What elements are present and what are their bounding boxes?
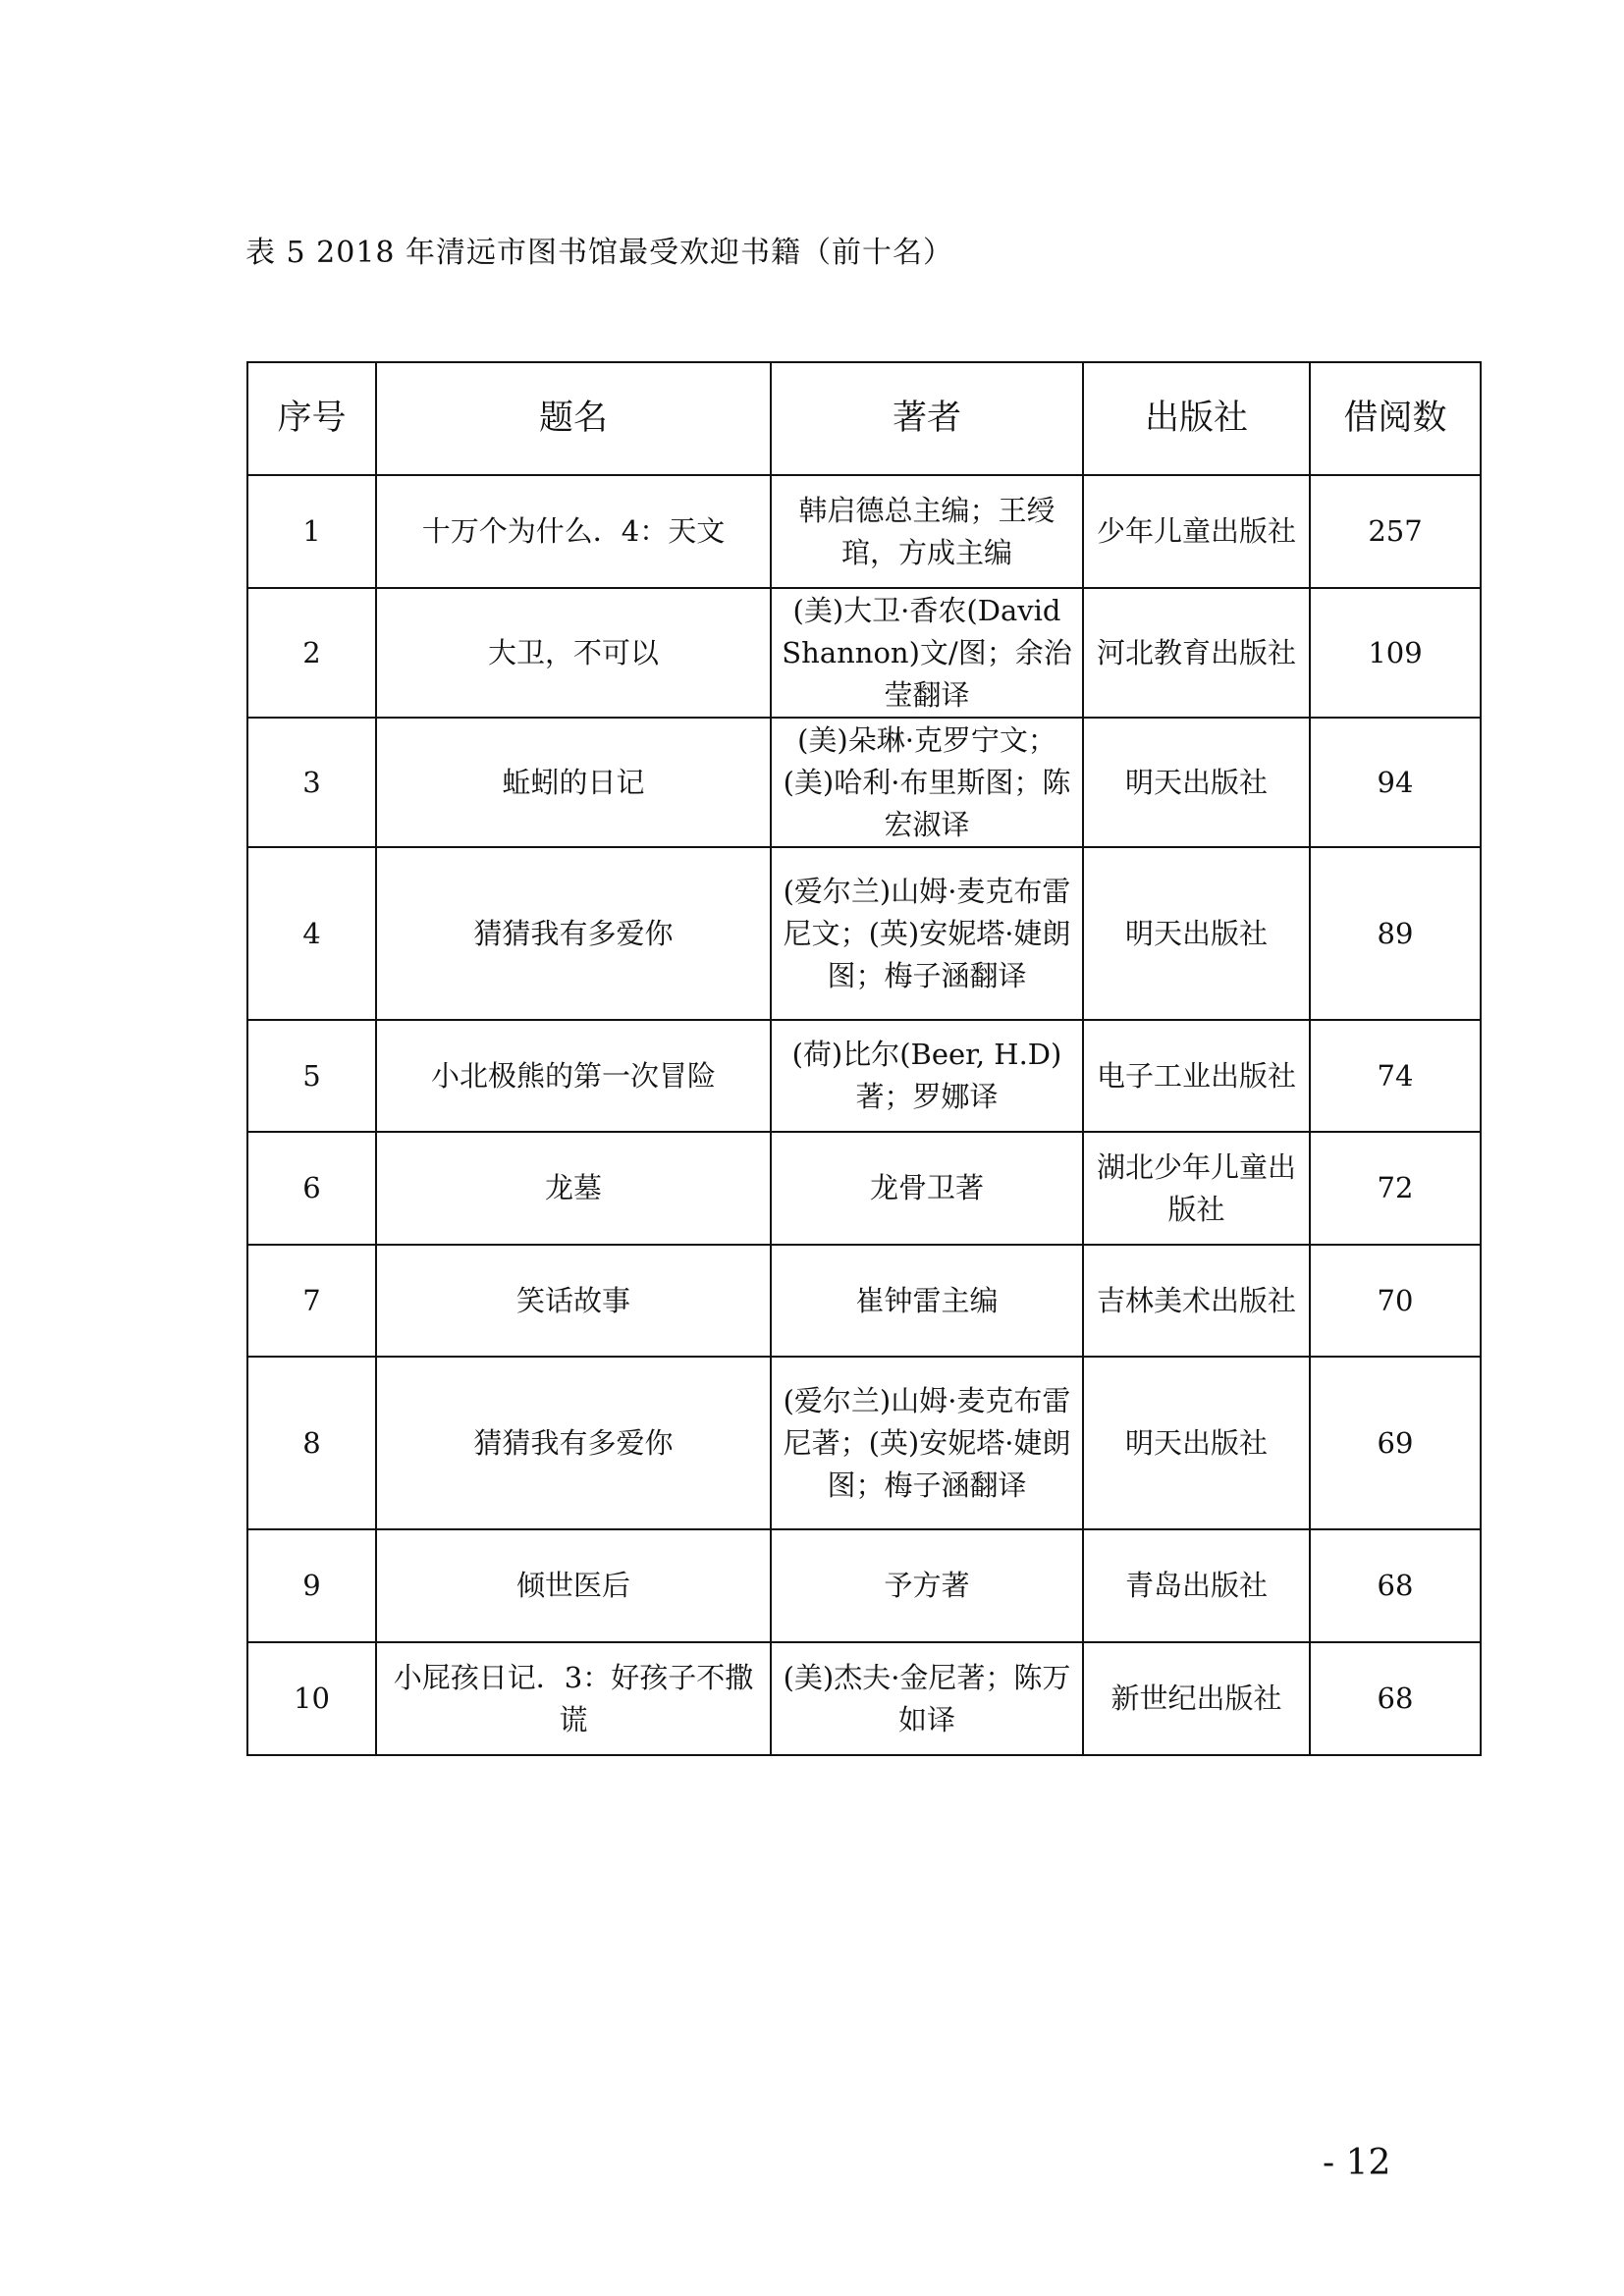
cell-publisher: 电子工业出版社: [1083, 1020, 1310, 1132]
cell-author: 予方著: [771, 1529, 1083, 1642]
cell-loans: 109: [1310, 588, 1481, 718]
cell-publisher: 吉林美术出版社: [1083, 1245, 1310, 1357]
cell-author: 韩启德总主编；王绶琯，方成主编: [771, 475, 1083, 588]
table-row: [247, 1245, 1481, 1357]
table-row: [247, 1529, 1481, 1642]
cell-title: 龙墓: [376, 1132, 771, 1245]
cell-title: 笑话故事: [376, 1245, 771, 1357]
cell-author: 龙骨卫著: [771, 1132, 1083, 1245]
cell-title: 猜猜我有多爱你: [376, 1357, 771, 1529]
cell-title: 大卫，不可以: [376, 588, 771, 718]
cell-loans: 68: [1310, 1642, 1481, 1755]
cell-rank: 7: [247, 1245, 376, 1357]
table-row: [247, 718, 1481, 847]
table-row: [247, 1020, 1481, 1132]
cell-author: 崔钟雷主编: [771, 1245, 1083, 1357]
cell-title: 小屁孩日记．3：好孩子不撒谎: [376, 1642, 771, 1755]
cell-title: 倾世医后: [376, 1529, 771, 1642]
cell-rank: 3: [247, 718, 376, 847]
cell-loans: 70: [1310, 1245, 1481, 1357]
cell-rank: 5: [247, 1020, 376, 1132]
table-row: [247, 1132, 1481, 1245]
cell-publisher: 新世纪出版社: [1083, 1642, 1310, 1755]
cell-loans: 74: [1310, 1020, 1481, 1132]
cell-loans: 69: [1310, 1357, 1481, 1529]
table-row: [247, 475, 1481, 588]
cell-publisher: 河北教育出版社: [1083, 588, 1310, 718]
header-title: 题名: [376, 362, 771, 475]
table-header-row: [247, 362, 1481, 475]
table-caption: 表 5 2018 年清远市图书馆最受欢迎书籍（前十名）: [245, 236, 954, 270]
cell-title: 小北极熊的第一次冒险: [376, 1020, 771, 1132]
cell-title: 十万个为什么．4：天文: [376, 475, 771, 588]
cell-loans: 72: [1310, 1132, 1481, 1245]
cell-publisher: 明天出版社: [1083, 718, 1310, 847]
cell-author: (爱尔兰)山姆·麦克布雷尼著；(英)安妮塔·婕朗图；梅子涵翻译: [771, 1357, 1083, 1529]
cell-loans: 94: [1310, 718, 1481, 847]
cell-rank: 1: [247, 475, 376, 588]
popular-books-table: [246, 361, 1482, 1756]
header-publisher: 出版社: [1083, 362, 1310, 475]
header-loans: 借阅数: [1310, 362, 1481, 475]
cell-loans: 68: [1310, 1529, 1481, 1642]
cell-author: (美)朵琳·克罗宁文；(美)哈利·布里斯图；陈宏淑译: [771, 718, 1083, 847]
cell-publisher: 湖北少年儿童出版社: [1083, 1132, 1310, 1245]
cell-rank: 10: [247, 1642, 376, 1755]
cell-author: (美)杰夫·金尼著；陈万如译: [771, 1642, 1083, 1755]
cell-title: 猜猜我有多爱你: [376, 847, 771, 1020]
cell-title: 蚯蚓的日记: [376, 718, 771, 847]
header-author: 著者: [771, 362, 1083, 475]
cell-rank: 4: [247, 847, 376, 1020]
cell-rank: 8: [247, 1357, 376, 1529]
cell-author: (荷)比尔(Beer, H.D)著；罗娜译: [771, 1020, 1083, 1132]
cell-publisher: 青岛出版社: [1083, 1529, 1310, 1642]
table-row: [247, 1642, 1481, 1755]
table-row: [247, 847, 1481, 1020]
cell-rank: 9: [247, 1529, 376, 1642]
cell-rank: 2: [247, 588, 376, 718]
table-row: [247, 588, 1481, 718]
header-rank: 序号: [247, 362, 376, 475]
cell-loans: 89: [1310, 847, 1481, 1020]
cell-author: (美)大卫·香农(David Shannon)文/图；余治莹翻译: [771, 588, 1083, 718]
cell-publisher: 明天出版社: [1083, 847, 1310, 1020]
table-row: [247, 1357, 1481, 1529]
cell-loans: 257: [1310, 475, 1481, 588]
page-number: - 12: [1323, 2143, 1391, 2183]
cell-author: (爱尔兰)山姆·麦克布雷尼文；(英)安妮塔·婕朗图；梅子涵翻译: [771, 847, 1083, 1020]
cell-publisher: 明天出版社: [1083, 1357, 1310, 1529]
cell-publisher: 少年儿童出版社: [1083, 475, 1310, 588]
cell-rank: 6: [247, 1132, 376, 1245]
